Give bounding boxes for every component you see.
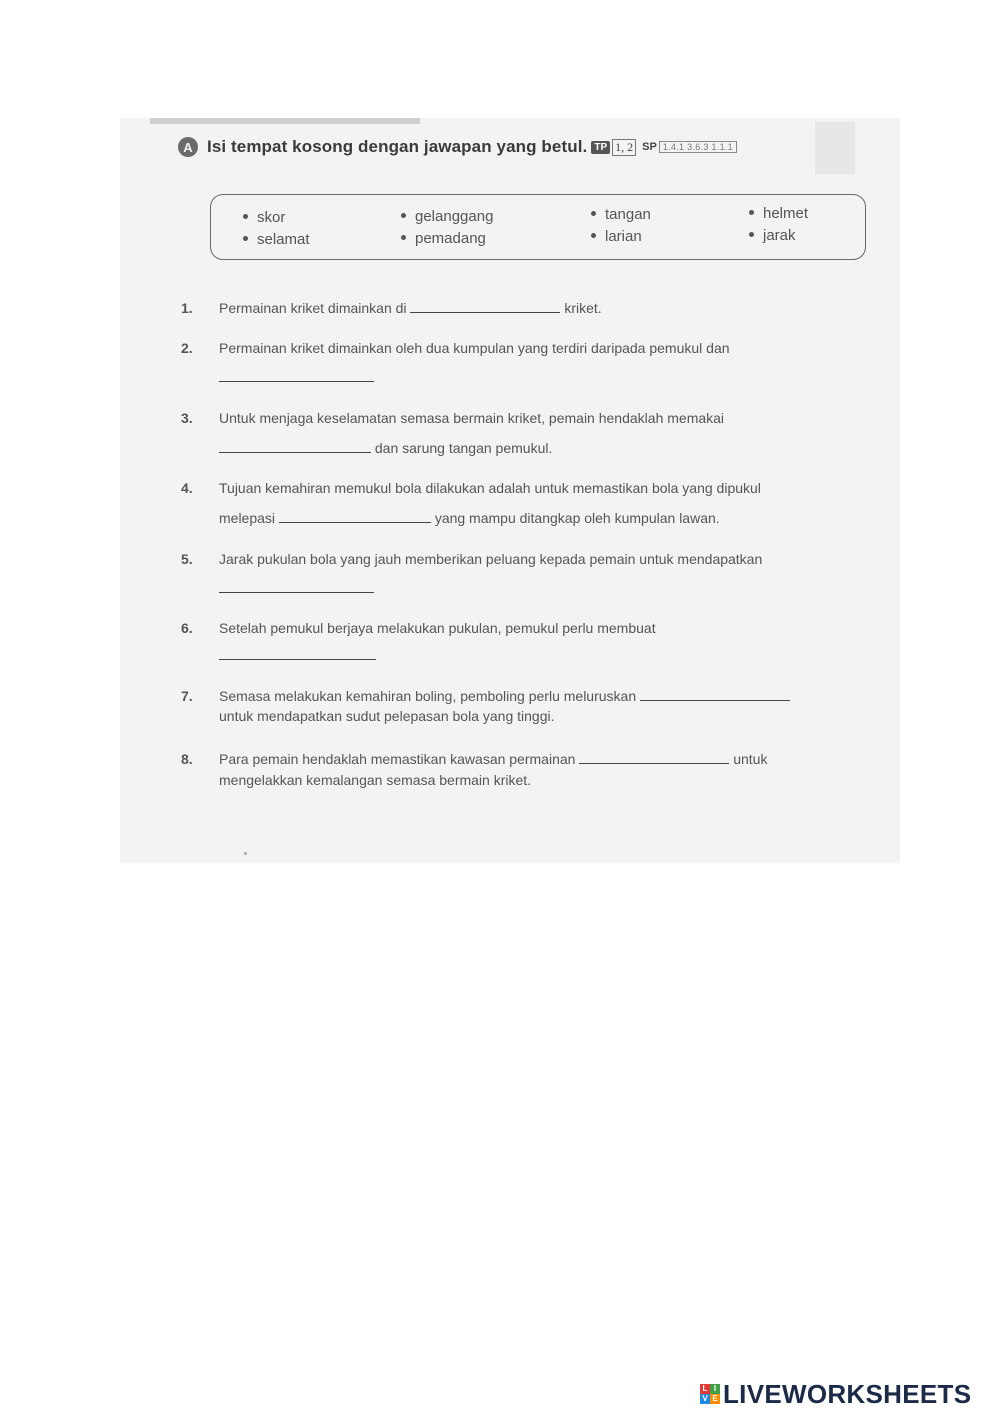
bullet-icon [749, 210, 754, 215]
bullet-icon [243, 214, 248, 219]
bleed-through-mark [815, 122, 855, 174]
question-number: 6. [181, 620, 193, 636]
question-text: Para pemain hendaklah memastikan kawasan permainan [219, 751, 576, 767]
answer-blank[interactable] [410, 298, 560, 313]
scan-top-edge [150, 118, 420, 124]
answer-blank[interactable] [579, 749, 729, 764]
question-number: 2. [181, 340, 193, 356]
word-bank-item: tangan [591, 206, 651, 223]
instruction-text: Isi tempat kosong dengan jawapan yang betul. [207, 137, 588, 156]
question-text-mid: melepasi [219, 510, 276, 526]
word-bank-item: pemadang [401, 230, 486, 247]
answer-blank[interactable] [640, 686, 790, 701]
question-number: 4. [181, 480, 193, 496]
question-text: Semasa melakukan kemahiran boling, pemboling perlu meluruskan [219, 688, 637, 704]
sp-refs: 1.4.1 3.6.3 1.1.1 [659, 141, 737, 153]
question-text: Setelah pemukul berjaya melakukan pukulan, pemukul perlu membuat [219, 620, 656, 636]
answer-blank[interactable] [279, 508, 431, 523]
bullet-icon [243, 236, 248, 241]
question-number: 3. [181, 410, 193, 426]
question-text-after: mengelakkan kemalangan semasa bermain kriket. [219, 772, 532, 788]
question-text: Permainan kriket dimainkan oleh dua kumpulan yang terdiri daripada pemukul dan [219, 340, 730, 356]
question-text-after: untuk mendapatkan sudut pelepasan bola yang tinggi. [219, 708, 555, 724]
question-number: 7. [181, 688, 193, 704]
bullet-icon [401, 213, 406, 218]
question-text: Permainan kriket dimainkan di [219, 300, 407, 316]
answer-blank[interactable] [219, 658, 376, 660]
word-bank-item: skor [243, 209, 285, 226]
sp-tag: SP [642, 141, 657, 153]
question-number: 1. [181, 300, 193, 316]
question-text: Tujuan kemahiran memukul bola dilakukan adalah untuk memastikan bola yang dipukul [219, 480, 761, 496]
bullet-icon [749, 232, 754, 237]
question-text-mid: untuk [733, 751, 768, 767]
answer-blank[interactable] [219, 591, 374, 593]
question-number: 5. [181, 551, 193, 567]
question-text: Untuk menjaga keselamatan semasa bermain kriket, pemain hendaklah memakai [219, 410, 725, 426]
word-bank-item: selamat [243, 231, 310, 248]
word-bank-item: gelanggang [401, 208, 493, 225]
word-bank-item: larian [591, 228, 642, 245]
question-text-after: yang mampu ditangkap oleh kumpulan lawan. [434, 510, 720, 526]
brand-name: LIVEWORKSHEETS [723, 1378, 972, 1409]
bullet-icon [401, 235, 406, 240]
question-text-after: dan sarung tangan pemukul. [374, 440, 553, 456]
liveworksheets-mark-icon: L I V E [700, 1384, 720, 1404]
tp-levels: 1, 2 [612, 139, 636, 156]
question-text-after: kriket. [564, 300, 602, 316]
liveworksheets-logo[interactable] [700, 1380, 971, 1408]
scan-speck [244, 852, 247, 855]
bullet-icon [591, 233, 596, 238]
answer-blank[interactable] [219, 380, 374, 382]
word-bank-item: helmet [749, 205, 808, 222]
section-header [178, 134, 737, 160]
bullet-icon [591, 211, 596, 216]
tp-tag: TP [591, 141, 610, 154]
word-bank-item: jarak [749, 227, 796, 244]
answer-blank[interactable] [219, 438, 371, 453]
section-letter-badge: A [178, 137, 198, 157]
question-number: 8. [181, 751, 193, 767]
question-text: Jarak pukulan bola yang jauh memberikan peluang kepada pemain untuk mendapatkan [219, 551, 763, 567]
